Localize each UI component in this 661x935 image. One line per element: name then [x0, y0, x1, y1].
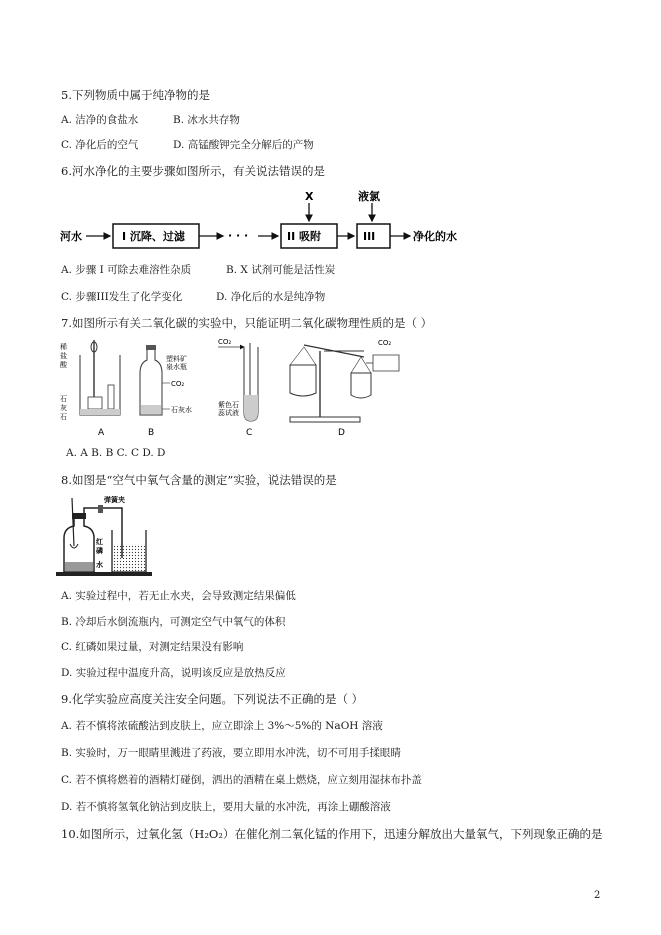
q10-stem: 10.如图所示，过氧化氢（H₂O₂）在催化剂二氧化锰的作用下，迅速分解放出大量氧气，下列现象正确的是 — [61, 827, 603, 841]
q5-option-d: D. 高锰酸钾完全分解后的产物 — [173, 139, 314, 151]
fig-c-litmus-label: 紫色石蕊试液 — [218, 401, 239, 417]
fig-c-co2-label: CO₂ — [218, 338, 232, 346]
q8-option-c: C. 红磷如果过量，对测定结果没有影响 — [61, 641, 244, 653]
fig8-phosphorus-label: 红磷 — [96, 538, 103, 555]
q5-option-b: B. 冰水共存物 — [173, 114, 240, 126]
experiment-c — [218, 338, 258, 438]
flow-step3-label: III — [363, 230, 376, 243]
q6-option-c: C. 步骤III发生了化学变化 — [61, 291, 183, 303]
flow-dots: · · · — [228, 229, 249, 242]
fig8-clamp-label: 弹簧夹 — [104, 496, 125, 504]
q9-option-c: C. 若不慎将燃着的酒精灯碰倒，洒出的酒精在桌上燃烧，应立刻用湿抹布扑盖 — [61, 774, 422, 786]
water-purification-flowchart — [58, 188, 478, 254]
fig-c-label: C — [246, 428, 253, 438]
q8-option-b: B. 冷却后水倒流瓶内，可测定空气中氧气的体积 — [61, 616, 286, 628]
q6-option-d: D. 净化后的水是纯净物 — [216, 291, 326, 303]
q9-option-b: B. 实验时，万一眼睛里溅进了药液，要立即用水冲洗，切不可用手揉眼睛 — [61, 747, 401, 759]
q9-stem: 9.化学实验应高度关注安全问题。下列说法不正确的是（ ） — [61, 692, 364, 706]
flow-step2-label: II 吸附 — [287, 230, 322, 243]
fig-a-acid-label: 稀盐酸 — [60, 343, 67, 369]
flow-river-label: 河水 — [60, 230, 82, 243]
q9-option-a: A. 若不慎将浓硫酸沾到皮肤上，应立即涂上 3%～5%的 NaOH 溶液 — [61, 720, 383, 732]
q5-option-a: A. 洁净的食盐水 — [61, 114, 139, 126]
flow-x-label: X — [305, 190, 314, 203]
q8-option-a: A. 实验过程中，若无止水夹，会导致测定结果偏低 — [61, 590, 296, 602]
fig-b-label: B — [148, 428, 155, 438]
q5-option-c: C. 净化后的空气 — [61, 139, 139, 151]
co2-experiments-figure — [58, 335, 418, 443]
experiment-d — [290, 339, 399, 438]
fig-a-label: A — [98, 428, 105, 438]
fig8-water-label: 水 — [96, 561, 103, 569]
q6-option-b: B. X 试剂可能是活性炭 — [226, 264, 336, 276]
flow-chlorine-label: 液氯 — [358, 190, 380, 203]
q8-option-d: D. 实验过程中温度升高，说明该反应是放热反应 — [61, 667, 286, 679]
experiment-b — [140, 345, 192, 438]
flow-result-label: 净化的水 — [413, 230, 457, 243]
q5-stem: 5.下列物质中属于纯净物的是 — [61, 88, 210, 102]
fig-b-bottle-label: 塑料矿泉水瓶 — [166, 355, 187, 371]
fig-b-co2-label: CO₂ — [171, 380, 185, 388]
fig-b-limewater-label: 石灰水 — [171, 406, 192, 414]
q7-options: A. A B. B C. C D. D — [66, 447, 166, 459]
q9-option-d: D. 若不慎将氢氧化钠沾到皮肤上，要用大量的水冲洗，再涂上硼酸溶液 — [61, 801, 391, 813]
fig-d-label: D — [338, 428, 345, 438]
fig-d-co2-label: CO₂ — [378, 339, 392, 347]
experiment-a — [60, 340, 120, 438]
q8-stem: 8.如图是“空气中氧气含量的测定”实验，说法错误的是 — [61, 473, 337, 487]
q6-option-a: A. 步骤 I 可除去难溶性杂质 — [61, 264, 192, 276]
fig-a-stone-label: 石灰石 — [60, 395, 67, 421]
q6-stem: 6.河水净化的主要步骤如图所示，有关说法错误的是 — [61, 164, 325, 178]
flow-step1-label: I 沉降、过滤 — [122, 230, 185, 243]
q7-stem: 7.如图所示有关二氧化碳的实验中，只能证明二氧化碳物理性质的是（ ） — [61, 316, 433, 330]
oxygen-measurement-apparatus — [56, 494, 156, 580]
page-number: 2 — [594, 890, 601, 901]
